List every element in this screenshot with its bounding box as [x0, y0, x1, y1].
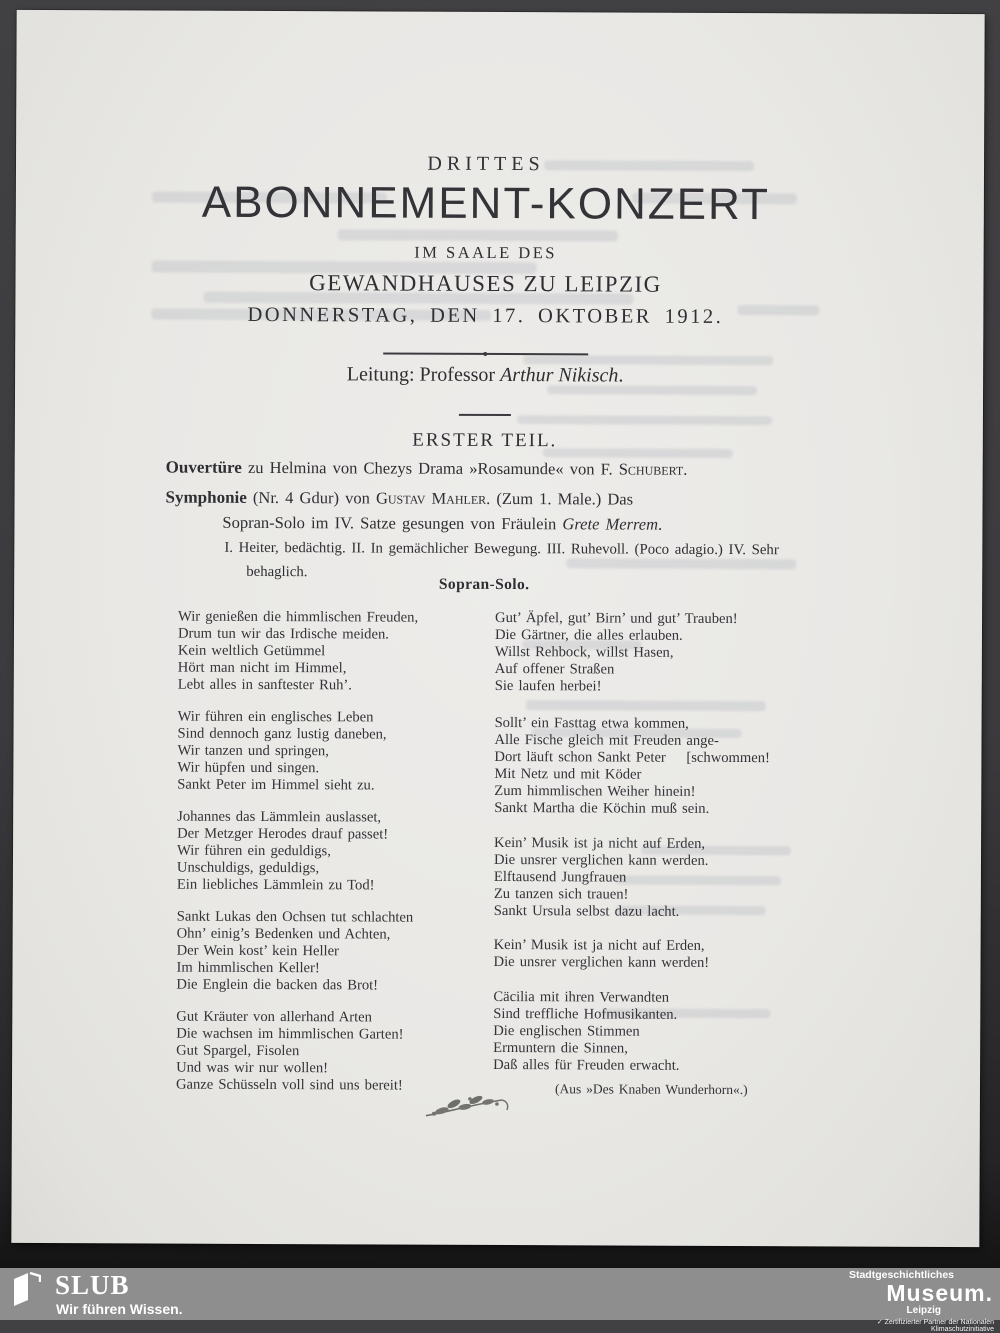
- work-text: zu Helmina von Chezys Drama »Rosamunde« von F.: [241, 457, 619, 479]
- poem-stanza: Gut Kräuter von allerhand Arten Die wachsen im himmlischen Garten! Gut Spargel, Fisolen Und was wir nur wollen! Ganze Schüsseln voll sind uns bereit!: [175, 1008, 404, 1094]
- poem-stanza: Sankt Lukas den Ochsen tut schlachten Ohn’ einig’s Bedenken und Achten, Der Wein kost’ kein Heller Im himmlischen Keller! Die Englein die backen das Brot!: [176, 908, 414, 994]
- program-item-ouverture: [166, 457, 866, 482]
- soloist-name: Grete Merrem: [562, 514, 659, 534]
- museum-line-stadtgeschichtliches: Stadtgeschichtliches: [848, 1269, 954, 1281]
- title-abonnement-konzert: ABONNEMENT-KONZERT: [201, 177, 771, 230]
- title-gewandhaus: GEWANDHAUSES ZU LEIPZIG: [309, 270, 662, 297]
- scanned-program-page: [11, 10, 984, 1247]
- poem-column-right: [493, 610, 825, 1098]
- poem-attribution: (Aus »Des Knaben Wunderhorn«.): [554, 1081, 748, 1098]
- conductor-prefix: Leitung: Professor: [346, 363, 501, 387]
- work-text-end: .: [683, 459, 688, 479]
- title-im-saale-des: IM SAALE DES: [414, 242, 558, 263]
- poem-stanza: Kein’ Musik ist ja nicht auf Erden, Die unsrer verglichen kann werden. Elftausend Jungfrauen Zu tanzen sich trauen! Sankt Ursula selbst dazu lacht.: [493, 834, 709, 920]
- poem-stanza: Wir führen ein englisches Leben Sind dennoch ganz lustig daneben, Wir tanzen und springen, Wir hüpfen und singen. Sankt Peter im Himmel sieht zu.: [177, 708, 387, 794]
- conductor-suffix: .: [618, 364, 624, 387]
- museum-line-museum: Museum.: [886, 1279, 993, 1306]
- poem-stanza: Sollt’ ein Fasttag etwa kommen, Alle Fische gleich mit Freuden ange- Dort läuft schon Sankt Peter [schwommen! Mit Netz und mit Köder Zum himmlischen Weiher hinein! Sankt Martha die Köchin muß sein.: [494, 714, 770, 817]
- museum-logo: [824, 1270, 994, 1333]
- poem-stanza: Johannes das Lämmlein auslasset, Der Metzger Herodes drauf passet! Wir führen ein geduldigs, Unschuldigs, geduldigs, Ein liebliches Lämmlein zu Tod!: [176, 808, 389, 894]
- slub-logo-text: SLUB: [55, 1270, 130, 1300]
- museum-certification-line: ✓ Zertifizierter Partner der Nationalen Klimaschutzinitiative: [876, 1318, 994, 1333]
- conductor-line: [15, 362, 955, 389]
- soloist-text-end: .: [658, 514, 663, 534]
- divider-rule: [383, 352, 588, 355]
- work-title: Ouvertüre: [165, 457, 242, 477]
- symphony-movements: I. Heiter, bedächtig. II. In gemächlicher Bewegung. III. Ruhevoll. (Poco adagio.) IV. Sehr behaglich.: [224, 539, 779, 581]
- composer-name: Gustav Mahler: [375, 488, 487, 508]
- poem-stanza: Wir genießen die himmlischen Freuden, Drum tun wir das Irdische meiden. Kein weltlich Getümmel Hört man nicht im Himmel, Lebt alles in sanftester Ruh’.: [177, 608, 419, 694]
- divider-rule-short: [459, 414, 511, 416]
- poem-stanza: Kein’ Musik ist ja nicht auf Erden, Die unsrer verglichen kann werden!: [493, 936, 710, 971]
- work-text: . (Zum 1. Male.) Das: [486, 488, 634, 509]
- footer-bar: [0, 1268, 1000, 1333]
- title-drittes: DRITTES: [427, 152, 545, 176]
- program-item-symphonie: [166, 487, 866, 512]
- concert-date: DONNERSTAG, DEN 17. OKTOBER 1912.: [247, 303, 724, 328]
- poem-stanza: Gut’ Äpfel, gut’ Birn’ und gut’ Trauben! Die Gärtner, die alles erlauben. Willst Rehbock, willst Hasen, Auf offener Straßen Sie laufen herbei!: [494, 609, 738, 695]
- poem-stanza: Cäcilia mit ihren Verwandten Sind treffliche Hofmusikanten. Die englischen Stimmen Ermuntern die Sinnen, Daß alles für Freuden erwacht.: [493, 988, 680, 1074]
- program-item-symphonie-soloist: [222, 512, 922, 537]
- work-title: Symphonie: [165, 487, 247, 507]
- soloist-text: Sopran-Solo im IV. Satze gesungen von Fräulein: [222, 512, 563, 534]
- composer-name: Schubert: [618, 459, 684, 479]
- slub-tagline: Wir führen Wissen.: [56, 1301, 183, 1317]
- soprano-solo-heading: Sopran-Solo.: [438, 575, 530, 594]
- bleed-through-smudge: [517, 415, 772, 425]
- work-text: (Nr. 4 Gdur) von: [246, 487, 377, 508]
- slub-book-icon: [13, 1272, 41, 1311]
- poem-column-left: [176, 609, 488, 1110]
- museum-line-leipzig: Leipzig: [906, 1304, 941, 1316]
- bleed-through-smudge: [338, 229, 618, 241]
- leaf-ornament-icon: [420, 1090, 510, 1131]
- part-heading: ERSTER TEIL.: [412, 429, 558, 452]
- conductor-name: Arthur Nikisch: [500, 364, 619, 387]
